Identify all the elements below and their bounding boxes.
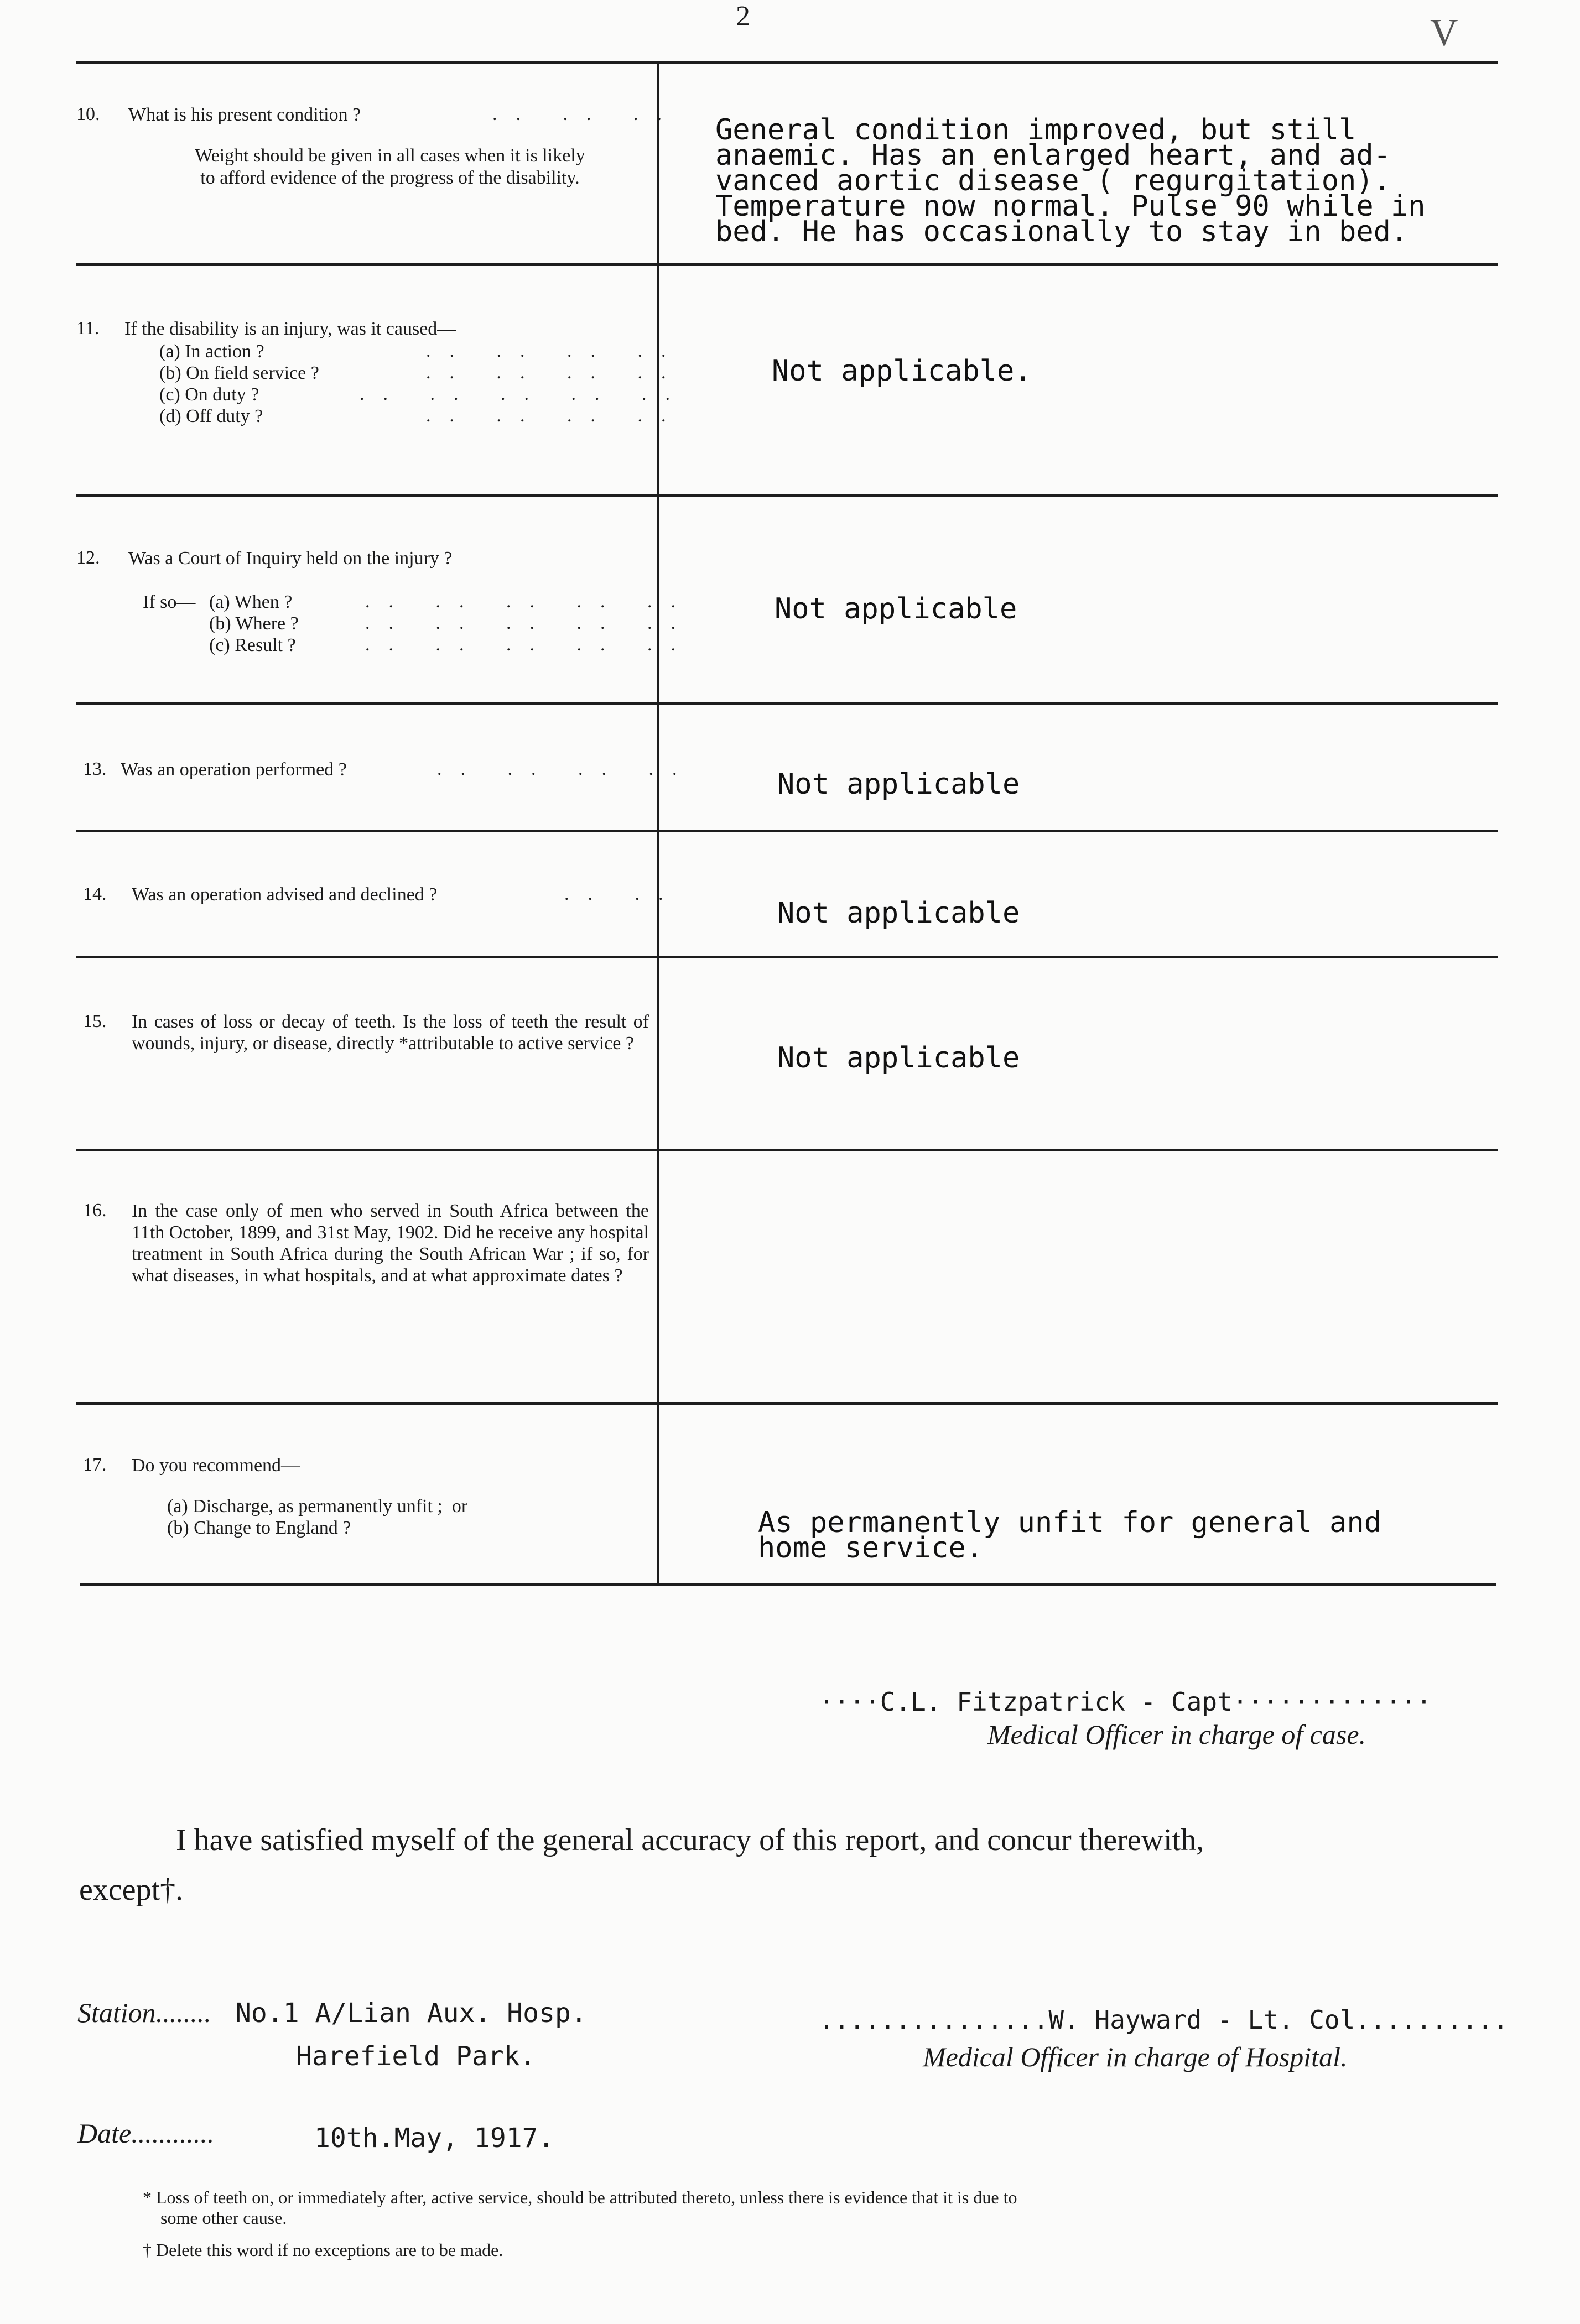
q11-subitem-b: (b) On field service ? [159,363,319,383]
footnote-dagger: † Delete this word if no exceptions are to be made. [143,2240,503,2260]
q13-leader: .. .. .. .. [437,759,696,779]
footnote-teeth-cont: some other cause. [160,2208,287,2228]
q12-leader: .. .. .. .. .. [365,613,694,633]
q17-answer: As permanently unfit for general and home service. [758,1506,1382,1565]
q15-number: 15. [83,1011,107,1031]
station-label: Station........ [77,1997,211,2028]
rule-15 [76,1149,1498,1151]
case-officer-signature-line: ····C.L. Fitzpatrick - Capt············· [819,1687,1432,1717]
q10-leader: .. .. .. [492,104,680,124]
corner-mark: V [1430,12,1458,54]
q13-number: 13. [83,759,107,779]
q11-leader: .. .. .. .. .. [360,384,689,404]
q13-answer: Not applicable [777,768,1020,801]
q10-number: 10. [76,104,100,124]
q14-number: 14. [83,884,107,904]
case-officer-signature: C.L. Fitzpatrick - Capt [880,1687,1233,1717]
q10-answer: General condition improved, but still anaemic. Has an enlarged heart, and ad- vanced aortic disease ( regurgitation). Temperature now normal. Pulse 90 while in bed. He has occasionally to stay in bed. [715,113,1426,248]
rule-top [76,61,1498,64]
date-label: Date............ [77,2118,215,2149]
rule-14 [76,956,1498,958]
q14-answer: Not applicable [777,897,1020,930]
q11-leader: .. .. .. .. [426,362,685,383]
q16-question: In the case only of men who served in South Africa between the 11th October, 1899, and 31st May, 1902. Did he receive any hospital treatment in South Africa during the South African War ; if so, for what diseases, in what hospitals, and at what approximate dates ? [132,1201,649,1286]
page-number: 2 [736,1,750,32]
q12-subitem-a: (a) When ? [209,592,293,612]
rule-bottom [80,1583,1496,1586]
concurrence-statement-line2: except†. [79,1873,184,1907]
concurrence-statement-line1: I have satisfied myself of the general accuracy of this report, and concur therewith, [176,1823,1204,1857]
q17-number: 17. [83,1455,107,1475]
q14-leader: .. .. [564,884,682,904]
rule-10 [76,263,1498,266]
rule-13 [76,830,1498,832]
q11-subitem-d: (d) Off duty ? [159,406,263,426]
hospital-officer-caption: Medical Officer in charge of Hospital. [923,2041,1348,2072]
q13-question: Was an operation performed ? [121,759,347,780]
q12-number: 12. [76,548,100,568]
station-value-line2: Harefield Park. [296,2041,536,2072]
column-divider [657,61,659,1586]
q12-leader: .. .. .. .. .. [365,634,694,655]
hospital-officer-signature: W. Hayward - Lt. Col. [1048,2005,1371,2035]
q11-subitem-c: (c) On duty ? [159,384,259,405]
q17-subitem-b: (b) Change to England ? [167,1518,351,1538]
rule-11 [76,494,1498,497]
station-value-line1: No.1 A/Lian Aux. Hosp. [235,1998,587,2029]
q12-subitem-c: (c) Result ? [209,635,296,655]
q15-question: In cases of loss or decay of teeth. Is the loss of teeth the result of wounds, injury, or disease, directly *attributable to active service ? [132,1012,649,1054]
q11-leader: .. .. .. .. [426,405,685,426]
q11-subitem-a: (a) In action ? [159,341,264,362]
rule-12 [76,702,1498,705]
case-officer-caption: Medical Officer in charge of case. [988,1719,1366,1750]
q17-subitem-a: (a) Discharge, as permanently unfit ; or [167,1496,468,1517]
q15-answer: Not applicable [777,1041,1020,1075]
q14-question: Was an operation advised and declined ? [132,884,438,905]
q11-question: If the disability is an injury, was it caused— [124,319,456,339]
footnote-teeth: * Loss of teeth on, or immediately after, active service, should be attributed thereto, unless there is evidence that it is due to [143,2187,1017,2207]
q11-answer: Not applicable. [772,355,1032,388]
q12-question: Was a Court of Inquiry held on the injury ? [128,548,453,569]
q12-leader: .. .. .. .. .. [365,591,694,612]
q12-subitem-b: (b) Where ? [209,613,299,634]
q12-lead: If so— [143,592,196,612]
q11-number: 11. [76,318,100,338]
q12-answer: Not applicable [775,592,1017,626]
q17-question: Do you recommend— [132,1455,300,1476]
hospital-officer-signature-line: ...............W. Hayward - Lt. Col.......... [819,2005,1509,2035]
rule-16 [76,1402,1498,1405]
q10-note: Weight should be given in all cases when it is likely to afford evidence of the progress of the disability. [195,145,585,188]
q11-leader: .. .. .. .. [426,341,685,361]
date-value: 10th.May, 1917. [314,2123,554,2154]
q10-question: What is his present condition ? [128,105,361,125]
q16-number: 16. [83,1200,107,1221]
